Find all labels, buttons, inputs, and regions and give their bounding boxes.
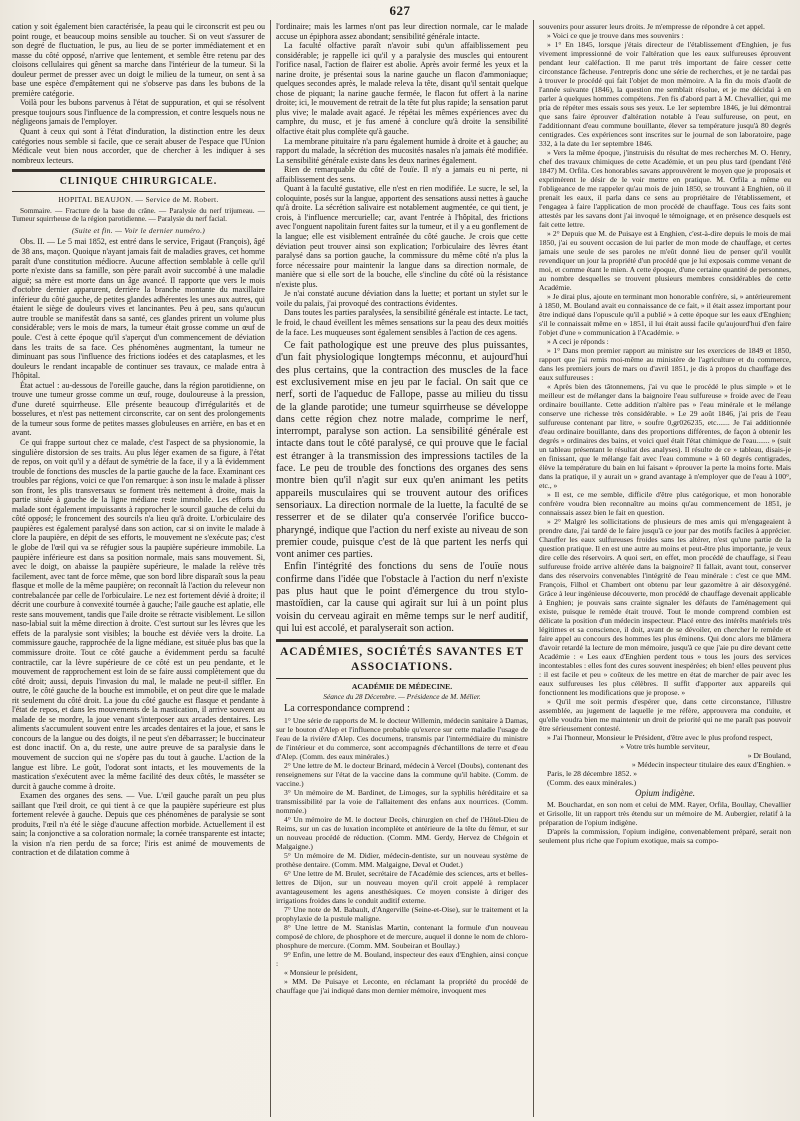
summary: Sommaire. — Fracture de la base du crâne. — Paralysie du nerf trijumeau. — Tumeur squirrheuse de la région parotidienne. — Paralysie du nerf facial. — [12, 205, 265, 224]
paragraph: Enfin l'intégrité des fonctions du sens de l'ouïe nous confirme dans l'idée que l'obstacle à l'action du nerf n'existe pas plus haut que le point d'émergence du trou stylo-mastoïdien, car la cause qui agirait sur lui à un point plus voisin du cerveau agirait en même temps sur le nerf auditif, qui lui est accolé, et paralyserait son action. — [276, 561, 528, 634]
page-number: 627 — [389, 3, 411, 18]
list-item: 1° Une série de rapports de M. le docteur Willemin, médecin sanitaire à Damas, sur le bouton d'Alep et l'influence probable qu'exerce sur cette maladie l'usage de l'eau de la rivière d'Alep. Ces documens, transmis par l'intermédiaire du ministre de l'intérieur et du commerce, sont accompagnés d'échantillons de terre et d'eau d'Alep. (Comm. des eaux minérales.) — [276, 715, 528, 761]
paragraph: Je n'ai constaté aucune déviation dans la luette; et portant un stylet sur le voile du palais, j'ai provoqué des contractions évidentes. — [276, 289, 528, 308]
list-item: 6° Une lettre de M. Brulet, secrétaire de l'Académie des sciences, arts et belles-lettres de Dijon, sur un nouveau moyen qu'il croit appelé à remplacer avantageusement les agens anesthésiques. Ce moyen consiste à diriger des irrigations froides dans le conduit auditif externe. — [276, 868, 528, 905]
list-item: 5° Un mémoire de M. Didier, médecin-dentiste, sur un nouveau système de prothèse dentaire. (Comm. MM. Malgaigne, Deval et Oudet.) — [276, 850, 528, 869]
paragraph: souvenirs pour assurer leurs droits. Je m'empresse de répondre à cet appel. — [539, 22, 765, 31]
committee-note: (Comm. des eaux minérales.) — [547, 778, 637, 787]
paragraph: » 2° Malgré les sollicitations de plusieurs de mes amis qui m'engageaient à prendre date, j'ai tardé de le faire jusqu'à ce jour par des motifs faciles à apprécier. Chauffer les eaux sulfureuses froides sans les altérer, n'est qu'une partie de la question pratique. Il en est une autre au moins et peut-être plus importante, je veux dire celle des réservoirs. A quoi sert, en effet, mon procédé de chauffage, si l'eau sulfureuse froide arrive altérée dans la baignoire? Il fallait, avant tout, conserver dans des réservoirs convenables l'intégrité de l'eau minérale : c'est ce que MM. François, Filhol et Chambert ont obtenu par leur gazomètre à air désoxygéné. Grâce à leur ingénieuse découverte, mon procédé de chauffage devenait applicable à Enghien; je pouvais sans crainte signaler les défauts de l'aménagement qui existe, puisque le remède était trouvé. Tout le monde comprend combien est délicate la position d'un médecin inspecteur. Placé entre des intérêts matériels très légitimes et sa conscience, il doit, avant de se dévoiler, en chercher le remède et faire appel au concours des hommes les plus éminens. Qui donc alors me blâmera d'avoir retardé la lecture de mon mémoire, jusqu'à ce que j'aie pu dire devant cette Académie : « Les eaux d'Enghien perdent tous » tous les jours des services incontestables : elles font des cures souvent inespérées; eh bien! elles peuvent plus : il est facile et peu » coûteux de les mettre en état de marcher de pair avec les eaux sulfureuses les plus célèbres. Il suffit d'apporter aux appareils qui fonctionnent les modifications que je propose. » — [539, 517, 791, 697]
paragraph: « Après bien des tâtonnemens, j'ai vu que le procédé le plus simple » et le meilleur est de mélanger dans la baignoire l'eau sulfureuse » froide avec de l'eau ordinaire bouillante. Cette addition n'altère pas » l'eau minérale et le mélange conserve une richesse très considérable. » Le 29 août 1846, j'ai pris de l'eau sulfureuse contenant par litre, » soufre 0,gr026235, etc....... Je l'ai additionnée d'eau ordinaire bouillante, dans des proportions différentes, de façon à obtenir les degrés » ordinaires des bains, et voici quel était l'état chimique de l'eau....... » (suit un tableau présentant le résultat des analyses). Il résulte de ce » tableau, disais-je en finissant, que le mélange fait avec l'eau commune » à 60 degrés centigrades, élève la température du bain en lui faisant » éprouver la perte la moins forte. Mais dans la pratique, il y aurait un » grand avantage à n'employer que de l'eau à 100°, etc., » — [539, 382, 791, 490]
paragraph: La membrane pituitaire n'a paru également humide à droite et à gauche; au rapport du malade, la sécrétion des mucosités nasales n'a jamais été modifiée. La sensibilité générale existe dans les deux narines également. — [276, 136, 528, 165]
column-2 — [276, 22, 528, 1115]
paragraph: » J'ai l'honneur, Monsieur le Président, d'être avec le plus profond respect, — [547, 733, 773, 742]
paragraph: cation y soit également bien caractérisée, la peau qui le circonscrit est peu ou point rouge, et beaucoup moins sensible au toucher. Si on veut s'assurer de son degré de fluctuation, le pus, au lieu de se porter immédiatement et en masse du côté opposé, n'arrive que lentement, et semble être retenu par des cloisons cellulaires qui gênent sa marche dans l'intérieur de la tumeur. Si la douleur permet de presser avec un doigt le milieu de la tumeur, on sent à sa base une espèce d'empâtement qui ne s'observe pas dans les bubons de la première catégorie. — [12, 22, 265, 98]
subsection-title: Opium indigène. — [635, 788, 695, 798]
paragraph: Quant à ceux qui sont à l'état d'induration, la distinction entre les deux catégories nous semble si facile, que ce serait abuser de l'espace que l'Union Médicale veut bien nous accorder, que de chercher à les indiquer à ses nombreux lecteurs. — [12, 127, 265, 165]
signature: » Dr Bouland, — [747, 751, 791, 760]
paragraph: » 2° Depuis que M. de Puisaye est à Enghien, c'est-à-dire depuis le mois de mai 1850, j'ai eu souvent occasion de lui parler de mon mode de chauffage, et certes jamais une seule de ses paroles ne m'eût donné lieu de penser qu'il voulût revendiquer un jour la propriété d'un procédé que je lui exposais comme venant de moi, et comme étant le mien. A cette époque, d'une certaine quantité de personnes, au nombre desquelles se trouvent plusieurs membres considérables de cette Académie. — [539, 229, 791, 292]
paragraph: » Vers la même époque, j'instruisis du résultat de mes recherches M. O. Henry, chef des travaux chimiques de cette Académie, et un peu plus tard (pendant l'été 1847) M. Orfila. Ces honorables savans approuvèrent le moyen que je proposais et exprimèrent le désir de le voir mettre en pratique. M. Orfila a même eu l'obligeance de me rappeler qu'au mois de juin 1850, se trouvant à Enghien, où il prenait les eaux, il parla dans ce sens au propriétaire de l'établissement, et l'engagea à faire l'application de mon procédé de chauffage. Tous ces faits sont attestés par les savans dont j'ai invoqué le témoignage, et en présence desquels est fait cette lettre. — [539, 148, 791, 229]
paragraph: » 1° En 1845, lorsque j'étais directeur de l'établissement d'Enghien, je fus vivement impressionné de voir l'altération que les eaux sulfureuses éprouvent pendant leur caléfaction. Il me parut très important de faire cesser cette circonstance fâcheuse. J'entrepris donc une série de recherches, et je ne tardai pas à trouver le procédé qui fait l'objet de mon mémoire. A la fin du mois d'août de l'année suivante (1846), la question me semblait résolue, et je me décidai à en parler à quelques hommes compétens. J'en fis d'abord part à M. Chevallier, qui me pria de répéter mes essais sous ses yeux. Le 1er septembre 1846, je lui démontrai que sans faire éprouver d'altération notable à l'eau sulfureuse, on peut, en l'additionnant d'eau commune bouillante, élever sa température jusqu'à 80 degrés centigrades. Ces expériences sont inscrites sur le journal de son laboratoire, page 332, à la date du 1er septembre 1846. — [539, 40, 791, 148]
paragraph: Quant à la faculté gustative, elle n'est en rien modifiée. Le sucre, le sel, la coloquinte, posés sur la langue, apportent des sensations aussi nettes à gauche qu'à droite. La sécrétion salivaire est notablement augmentée, ce qui tient, je crois, à l'influence mercurielle; car, avant l'entrée à l'hôpital, des frictions avec l'onguent napolitain furent faites sur la tumeur, et il y a eu gonflement de la langue; elle est visiblement entraînée du côté gauche. Je crois que cette déviation peut trouver ainsi son explication; l'orbiculaire des lèvres étant paralysé dans sa portion gauche, la commissure du même côté n'a plus la force nécessaire pour maintenir la langue dans sa direction normale, de manière que si elle sort de la bouche, elle s'incline du côté où la résistance n'existe plus. — [276, 184, 528, 289]
list-item: 4° Un mémoire de M. le docteur Decès, chirurgien en chef de l'Hôtel-Dieu de Reims, sur un cas de luxation incomplète et antérieure de la tête du fémur, et sur un nouveau procédé de réduction. (Comm. MM. Gerdy, Hervez de Chégoin et Malgaigne.) — [276, 814, 528, 851]
list-item: 7° Une note de M. Babault, d'Angerville (Seine-et-Oise), sur le traitement et la prophylaxie de la pustule maligne. — [276, 904, 528, 923]
paragraph: » Qu'il me soit permis d'espérer que, dans cette circonstance, l'illustre assemblée, au jugement de laquelle je me réfère, approuvera ma conduite, et qu'elle voudra bien me maintenir un droit de priorité qui ne me paraît pas pouvoir être sérieusement contesté. — [539, 697, 791, 733]
section-title: ACADÉMIES, SOCIÉTÉS SAVANTES ET ASSOCIATIONS. — [279, 646, 525, 674]
academy-heading: ACADÉMIE DE MÉDECINE. — [351, 682, 453, 692]
correspondence-list — [276, 716, 528, 995]
column-3 — [539, 22, 791, 1115]
list-item: 9° Enfin, une lettre de M. Bouland, inspecteur des eaux d'Enghien, ainsi conçue : — [276, 949, 528, 968]
paragraph: » Je dirai plus, ajoute en terminant mon honorable confrère, si, » antérieurement à 1850, M. Bouland avait eu connaissance de ce fait, » il était assez important pour être indiqué dans l'opuscule qu'il a publié » à cette époque sur les eaux d'Enghien; s'il le connaissait même en » 1851, il lui était aussi facile qu'aujourd'hui d'en faire l'objet d'une » communication à l'Académie. » — [539, 292, 791, 337]
section-rule — [276, 639, 528, 642]
closing: » Votre très humble serviteur, — [620, 742, 710, 751]
paragraph: » A ceci je réponds : — [547, 337, 609, 346]
rule — [12, 191, 265, 192]
commentary — [276, 340, 528, 635]
correspondence — [276, 703, 528, 715]
paragraph: Ce fait pathologique est une preuve des plus puissantes, d'un fait physiologique longtemps méconnu, et aujourd'hui des plus certains, que la contraction des muscles de la face est exclusivement mise en jeu par le facial. On sait que ce nerf, sorti de l'aqueduc de Fallope, passe au milieu du tissu de la glande parotide; une tumeur squirrheuse se développe dans cette région chez notre malade, comprime le nerf, interrompt, paralyse son action. La sensibilité générale est intacte dans tout le côté paralysé, ce qui prouve que le facial est étranger à la transmission des impressions tactiles de la face. Le peu de trouble des fonctions des organes des sens montre bien qu'il n'agit sur eux qu'en animant les petits appareils musculaires qui se trouvent autour des orifices sensoriaux. La direction normale de la luette, la faculté de se resserrer et de se dilater qu'a conservée l'orifice bucco-pharyngé, indique que l'action du nerf existe au niveau de son premier coude, puisque c'est de là que partent les nerfs qui vont animer ces parties. — [276, 340, 528, 561]
column-divider — [533, 20, 534, 1117]
paragraph: La faculté olfactive paraît n'avoir subi qu'un affaiblissement peu considérable; je rappelle ici qu'il y a paralysie des muscles qui entourent l'orifice nasal, l'action de flairer est abolie. Après avoir fermé les yeux et la narine droite, je présentai sous la narine gauche un flacon d'ammoniaque; quelques secondes après, le malade releva la tête, disant qu'il sentait quelque chose de piquant; la narine gauche fermée, le flacon fut offert à la narine droite; ici, le mouvement de retrait de la tête fut plus rapide; la sensation parut plus vive; le malade avait agacé. Je répétai les mêmes expériences avec du camphre, du musc, et je fus amené à conclure qu'à droite la sensibilité olfactive était plus complète qu'à gauche. — [276, 41, 528, 137]
paragraph: Ce qui frappe surtout chez ce malade, c'est l'aspect de sa physionomie, la singulière distorsion de ses traits. Au plus léger examen de sa figure, à l'état de repos, on voit qu'il y a défaut de symétrie de la face, il y a là évidemment trouble de fonctions des muscles de la partie gauche de la face. Examinant ces troubles par régions, voici ce que l'on remarque: à son insu le malade à plisser son front, les plis transversaux se forment très nettement à droite, mais la partie située à gauche de la ligne médiane reste immobile. Les efforts du malade sont également impuissants à rapprocher le sourcil gauche de celui du côté opposé; le froncement des sourcils n'a lieu qu'à droite. L'orbiculaire des paupières est également paralysé dans son action, car si on invite le malade à clore la paupière, en dépit de ses efforts, le mouvement ne s'exécute pas; c'est le globe de l'œil qui va se réfugier sous la paupière supérieure immobile. La paupière inférieure est dans sa position normale, mais sans mouvement. Si, avec le doigt, on abaisse la paupière supérieure, le malade la relève très facilement, avec tant de force même, que son bord libre disparaît sous la peau flasque et molle de la même paupière; on reconnaît là l'action du releveur non contrebalancée par celle de l'orbiculaire. Le nez est fortement dévié à droite; il décrit une courbure à convexité tournée à gauche; l'aile gauche est aplatie, elle reste sans mouvement, tandis que l'aile droite se rétracte visiblement. Le sillon naso-labial suit la même direction à droite. C'est surtout sur les lèvres que les effets de la paralysie sont visibles; la bouche est déviée vers la droite. La commissure gauche, rapprochée de la ligne médiane, est située plus bas que la commissure droite. Tout ce côté gauche a évidemment perdu sa faculté contractile, car la lèvre supérieure de ce côté est un peu pendante, et le mouvement de rapprochement est loin de se faire aussi complètement que du côté droit; aussi, depuis l'invasion du mal, le malade ne peut-il siffler. En outre, le côté gauche de la bouche est immobile, et on peut dire que le malade rit seulement du côté droit. La joue du côté gauche est flasque et pendante à l'état de repos, et dans les mouvements de la mastication, il arrive souvent au malade de se mordre, la joue venant s'interposer aux arcades dentaires. Les aliments s'accumulent souvent entre les arcades dentaires et la joue, et sans le concours de la langue ou des doigts, il ne peut s'en débarrasser; le buccinateur est donc inactif. On a, du reste, une autre preuve de sa paralysie dans le mouvement de succion qui ne s'opère pas du tout à gauche. L'action de la langue est libre. Le goût, l'odorat sont intacts, et les mouvements de la mastication s'exécutent avec la même facilité des deux côtés, le masséter se durcit à gauche comme à droite. — [12, 437, 265, 791]
column-1 — [12, 22, 265, 1115]
dateline: Paris, le 28 décembre 1852. » — [547, 769, 638, 778]
rule — [276, 678, 528, 679]
list-item: 3° Un mémoire de M. Bardinet, de Limoges, sur la syphilis héréditaire et sa transmissibilité par la voie de l'allaitement des enfans aux nourrices. (Comm. nommée.) — [276, 787, 528, 815]
session-line: Séance du 28 Décembre. — Présidence de M. Mélier. — [323, 691, 481, 701]
signature-title: » Médecin inspecteur titulaire des eaux d'Enghien. » — [631, 760, 791, 769]
continuation-note: (Suite et fin. — Voir le dernier numéro.) — [71, 225, 206, 235]
section-rule — [12, 169, 265, 172]
list-item: 8° Une lettre de M. Stanislas Martin, contenant la formule d'un nouveau composé de chlore, de phosphore et de mercure, auquel il donne le nom de chloro-phosphure de mercure. (Comm. MM. Soubeiran et Boullay.) — [276, 922, 528, 950]
paragraph: Voilà pour les bubons parvenus à l'état de suppuration, et qui se résolvent presque toujours sous l'influence de la compression, et contre lesquels nous ne négligeons jamais de l'employer. — [12, 98, 265, 127]
paragraph: La correspondance comprend : — [284, 703, 410, 715]
paragraph: » Il est, ce me semble, difficile d'être plus catégorique, et mon honorable confrère voudra bien reconnaître au moins qu'au commencement de 1851, je connaissais assez bien le fait en question. — [539, 490, 791, 517]
section-title: CLINIQUE CHIRURGICALE. — [59, 176, 218, 188]
list-item: « Monsieur le président, — [284, 967, 358, 977]
paragraph: Rien de remarquable du côté de l'ouïe. Il n'y a jamais eu ni perte, ni affaiblissement des sens. — [276, 165, 528, 184]
list-item: » MM. De Puisaye et Leconte, en réclamant la propriété du procédé de chauffage que j'ai indiqué dans mon dernier mémoire, invoquent mes — [276, 976, 528, 995]
paragraph: Examen des organes des sens. — Vue. L'œil gauche paraît un peu plus saillant que l'œil droit, ce qui tient à ce que la paupière supérieure est plus fortement relevée à gauche. Depuis que ces phénomènes de paralysie se sont produits, l'œil n'a été le siège d'aucune affection morbide. Actuellement il est sain; la conjonctive a sa coloration normale; la cornée transparente est intacte; la vision n'a rien perdu de sa force; l'iris est animé de mouvements de contraction et de dilatation comme à — [12, 791, 265, 858]
paragraph: Obs. II. — Le 5 mai 1852, est entré dans le service, Frigaut (François), âgé de 38 ans, maçon. Quoique n'ayant jamais fait de maladies graves, cet homme paraît d'une constitution médiocre. Aucune affection semblable à celle qu'il porte n'existe dans sa famille, son père paraît avoir succombé à une maladie aiguë; sa mère est morte dans un âge avancé. Il rapporte que vers le mois d'octobre dernier apparurent, derrière la branche montante du maxillaire inférieur du côté gauche, de petites glandes adhérentes les unes aux autres, qui étaient le siège de douleurs vives et lancinantes. Peu à peu, sans qu'aucun autre trouble se manifestât dans sa santé, ces glandes prirent un volume plus considérable; vers le mois de mars, la tumeur était grosse comme un œuf de poule. C'est à cette époque qu'il s'aperçut d'un commencement de déviation dans les traits de sa face. Ces phénomènes augmentant, la tumeur ne diminuant pas sous l'influence des frictions iodées et des cataplasmes, et les douleurs le rendant incapable de continuer ses travaux, ce malade entra à l'hôpital. — [12, 237, 265, 381]
paragraph: » Voici ce que je trouve dans mes souvenirs : — [547, 31, 684, 40]
paragraph: D'après la commission, l'opium indigène, convenablement préparé, serait non seulement plus riche que l'opium exotique, mais sa compo- — [539, 827, 791, 845]
list-item: 2° Une lettre de M. le docteur Brinard, médecin à Vercel (Doubs), contenant des renseignemens sur l'état de la vaccine dans la commune qu'il habite. (Comm. de vaccine.) — [276, 760, 528, 788]
column-divider — [270, 20, 271, 1117]
hospital-heading: HOPITAL BEAUJON. — Service de M. Robert. — [58, 195, 219, 205]
paragraph: État actuel : au-dessous de l'oreille gauche, dans la région parotidienne, on trouve une tumeur grosse comme un œuf, rouge, douloureuse à la pression, d'une dureté squirrheuse. Elle présente beaucoup d'irrégularités et de bosselures, et n'est pas nettement circonscrite, car on sent des prolongements de la tumeur sous forme de petites masses globuleuses en arrière, en bas et en avant. — [12, 380, 265, 438]
paragraph: M. Bouchardat, en son nom et celui de MM. Rayer, Orfila, Boullay, Chevallier et Grisolle, lit un rapport très étendu sur un mémoire de M. Aubergier, relatif à la préparation de l'opium indigène. — [539, 800, 791, 827]
paragraph: l'ordinaire; mais les larmes n'ont pas leur direction normale, car le malade accuse un épiphora assez abondant; sensibilité générale intacte. — [276, 22, 528, 41]
paragraph: » 1° Dans mon premier rapport au ministre sur les exercices de 1849 et 1850, rapport que j'ai remis moi-même au ministère de l'agriculture et du commerce, dans les premiers jours de mars ou d'avril 1851, je dis à propos du chauffage des eaux sulfureuses : — [539, 346, 791, 382]
paragraph: Dans toutes les parties paralysées, la sensibilité générale est intacte. Le tact, le froid, le chaud éveillent les mêmes sensations sur la peau des deux moitiés de la face. Les muqueuses sont également sensibles à l'action de ces agens. — [276, 308, 528, 337]
